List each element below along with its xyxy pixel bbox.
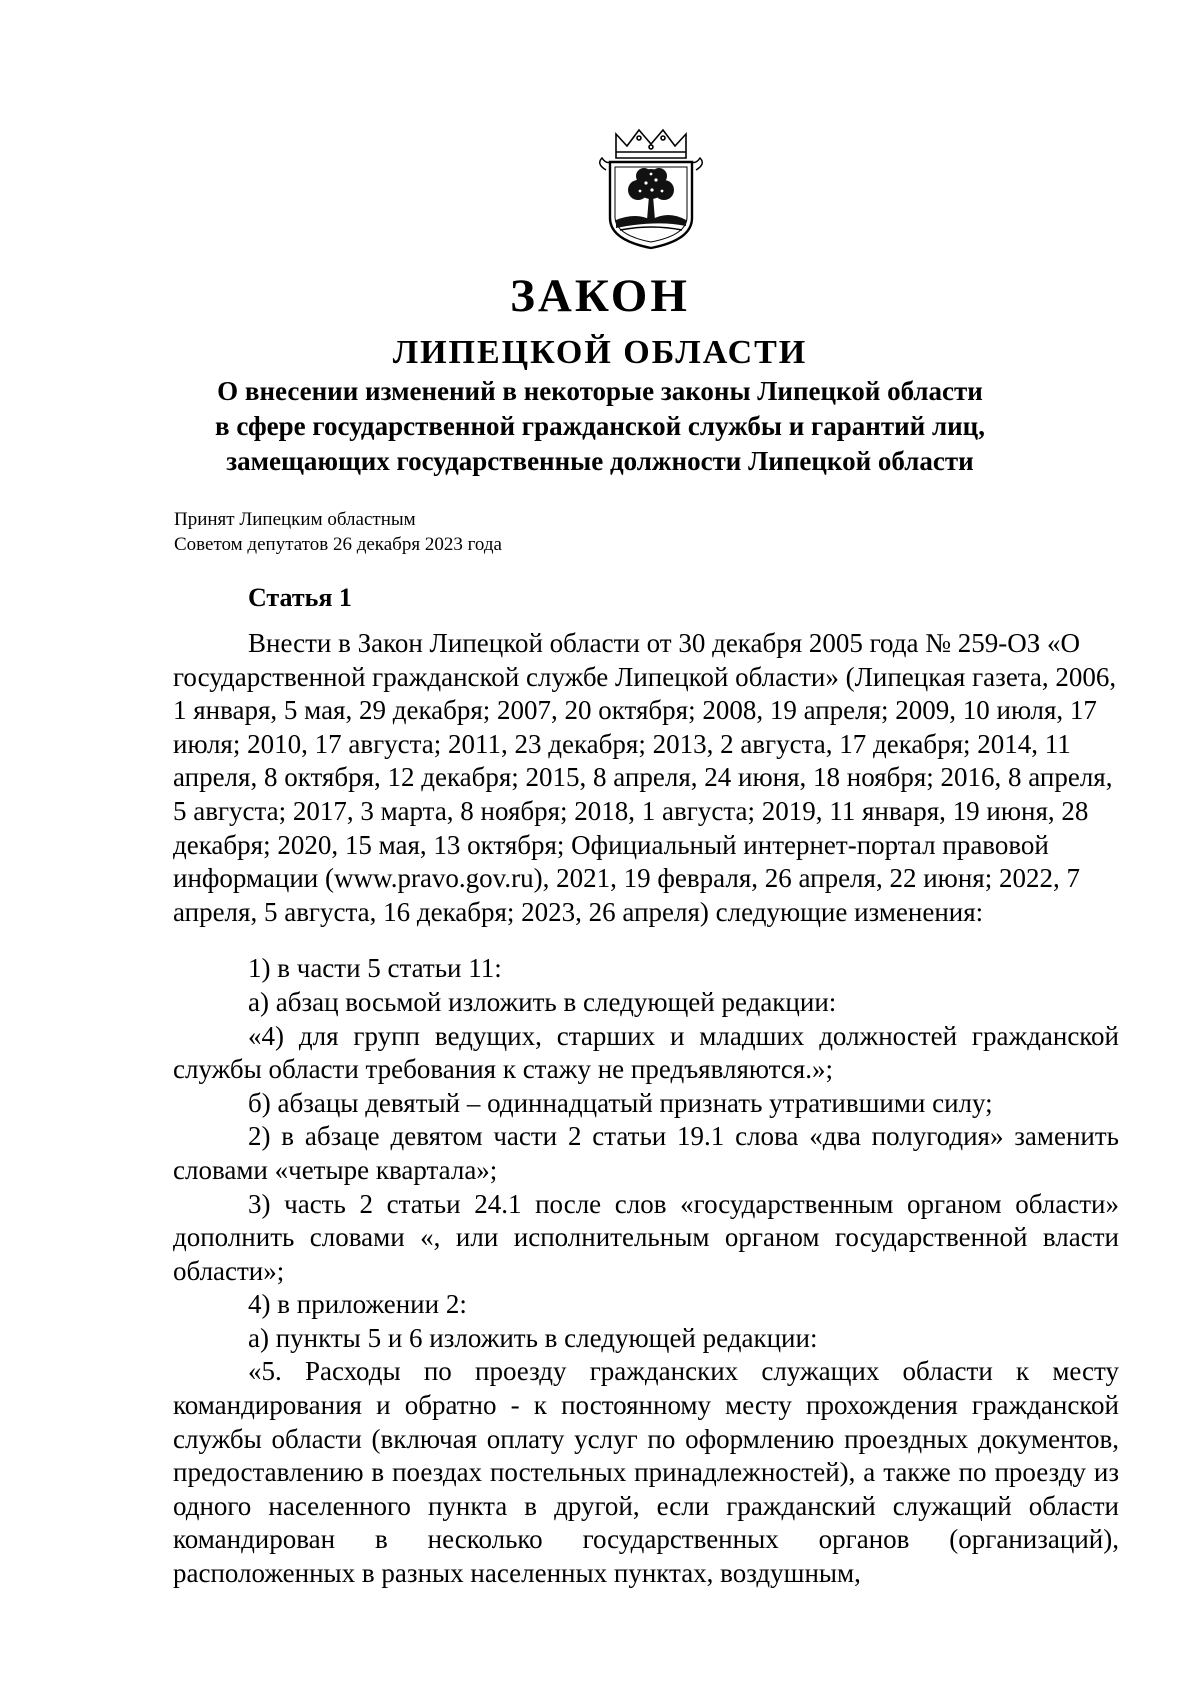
article-heading: Статья 1	[248, 583, 352, 612]
article-paragraph: б) абзацы девятый – одиннадцатый признать утратившими силу;	[248, 1087, 993, 1118]
adoption-line: Принят Липецким областным	[174, 509, 416, 530]
article-paragraph: 4) в приложении 2:	[248, 1289, 467, 1320]
adoption-note	[174, 507, 502, 557]
article-paragraph: «4) для групп ведущих, старших и младших должностей гражданской службы области требования к стажу не предъявляются.»;	[173, 1020, 1119, 1085]
article-body	[173, 627, 1119, 1591]
article-paragraph: 1) в части 5 статьи 11:	[248, 953, 502, 984]
article-paragraph: а) абзац восьмой изложить в следующей редакции:	[248, 986, 837, 1017]
subtitle-line: О внесении изменений в некоторые законы Липецкой области	[217, 376, 983, 406]
adoption-line: Советом депутатов 26 декабря 2023 года	[174, 534, 502, 555]
law-subtitle	[160, 374, 1040, 479]
subtitle-line: в сфере государственной гражданской службы и гарантий лиц,	[215, 411, 985, 441]
law-title: ЗАКОН	[510, 270, 690, 322]
article-paragraph: «5. Расходы по проезду гражданских служащих области к месту командирования и обратно - к постоянному месту прохождения гражданской службы области (включая оплату услуг по оформлению проездных документов, предоставлению в поездах постельных принадлежностей), а также по проезду из одного населенного пункта в другой, если гражданский служащий области командирован в несколько государственных органов (организаций), расположенных в разных населенных пунктах, воздушным,	[173, 1356, 1119, 1589]
region-title: ЛИПЕЦКОЙ ОБЛАСТИ	[392, 334, 808, 371]
article-paragraph: 2) в абзаце девятом части 2 статьи 19.1 слова «два полугодия» заменить словами «четыре квартала»;	[173, 1121, 1119, 1185]
coat-of-arms-icon	[596, 128, 706, 252]
article-paragraph: 3) часть 2 статьи 24.1 после слов «государственным органом области» дополнить словами «, или исполнительным органом государственной власти области»;	[173, 1188, 1119, 1286]
article-intro: Внести в Закон Липецкой области от 30 декабря 2005 года № 259-ОЗ «О государственной гражданской службе Липецкой области» (Липецкая газета, 2006, 1 января, 5 мая, 29 декабря; 2007, 20 октября; 2008, 19 апреля; 2009, 10 июля, 17 июля; 2010, 17 августа; 2011, 23 декабря; 2013, 2 августа, 17 декабря; 2014, 11 апреля, 8 октября, 12 декабря; 2015, 8 апреля, 24 июня, 18 ноября; 2016, 8 апреля, 5 августа; 2017, 3 марта, 8 ноября; 2018, 1 августа; 2019, 11 января, 19 июня, 28 декабря; 2020, 15 мая, 13 октября; Официальный интернет-портал правовой информации (www.pravo.gov.ru), 2021, 19 февраля, 26 апреля, 22 июня; 2022, 7 апреля, 5 августа, 16 декабря; 2023, 26 апреля) следующие изменения:	[173, 628, 1117, 927]
article-paragraph: а) пункты 5 и 6 изложить в следующей редакции:	[248, 1322, 818, 1353]
subtitle-line: замещающих государственные должности Липецкой области	[226, 446, 974, 476]
